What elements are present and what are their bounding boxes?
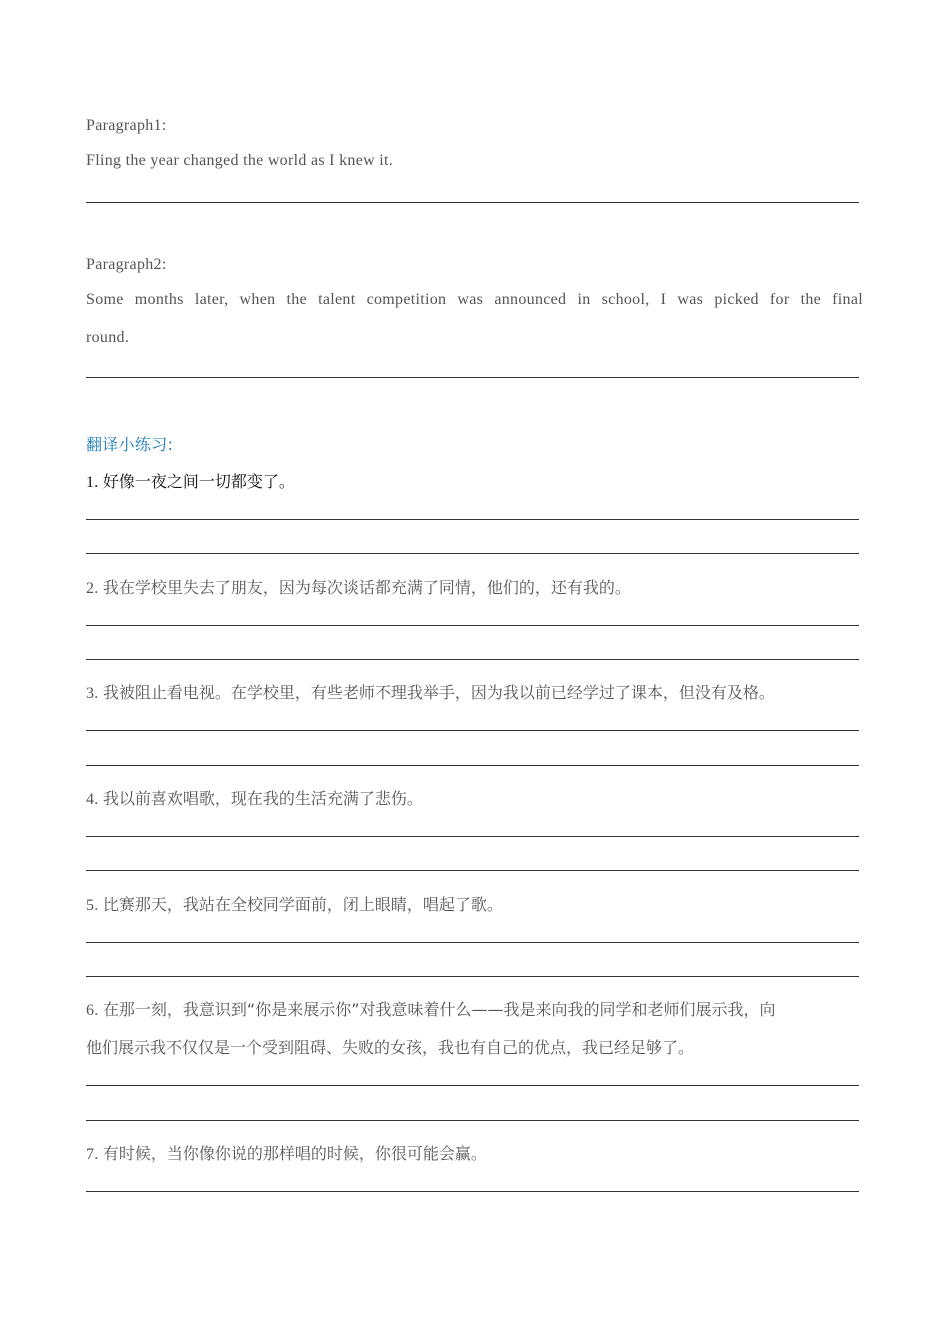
item-text: 我以前喜欢唱歌，现在我的生活充满了悲伤。 [102, 789, 423, 808]
answer-line[interactable] [86, 870, 859, 871]
translation-item-5 [86, 892, 503, 915]
translation-item-3 [86, 680, 775, 703]
answer-line[interactable] [86, 976, 859, 977]
item-text: 在那一刻，我意识到“你是来展示你”对我意味着什么——我是来向我的同学和老师们展示我，向 [102, 1000, 776, 1019]
item-number: 2. [86, 580, 99, 597]
item-number: 6. [86, 1002, 99, 1019]
answer-line[interactable] [86, 1120, 859, 1121]
translation-item-4 [86, 786, 423, 809]
translation-heading: 翻译小练习: [86, 435, 174, 454]
paragraph1-label: Paragraph1: [86, 117, 167, 134]
paragraph2-sentence-line2: round. [86, 329, 130, 346]
translation-item-6-line2: 他们展示我不仅仅是一个受到阻碍、失败的女孩，我也有自己的优点，我已经足够了。 [86, 1038, 695, 1057]
item-number: 5. [86, 897, 99, 914]
item-number: 3. [86, 685, 99, 702]
answer-line[interactable] [86, 730, 859, 731]
answer-line[interactable] [86, 659, 859, 660]
answer-line[interactable] [86, 519, 859, 520]
answer-line[interactable] [86, 836, 859, 837]
item-text: 好像一夜之间一切都变了。 [102, 472, 295, 491]
item-text: 我被阻止看电视。在学校里，有些老师不理我举手，因为我以前已经学过了课本，但没有及格。 [102, 683, 775, 702]
answer-line[interactable] [86, 625, 859, 626]
translation-item-7 [86, 1141, 487, 1164]
answer-line[interactable] [86, 202, 859, 203]
translation-item-1 [86, 469, 295, 492]
item-number: 1. [86, 474, 99, 491]
paragraph1-sentence: Fling the year changed the world as I knew it. [86, 152, 394, 169]
item-text: 我在学校里失去了朋友，因为每次谈话都充满了同情，他们的，还有我的。 [102, 578, 631, 597]
answer-line[interactable] [86, 1085, 859, 1086]
paragraph2-sentence-line1: Some months later, when the talent competition was announced in school, I was picked for the final [86, 291, 863, 308]
answer-line[interactable] [86, 765, 859, 766]
answer-line[interactable] [86, 553, 859, 554]
translation-item-6 [86, 997, 776, 1020]
item-text: 有时候，当你像你说的那样唱的时候，你很可能会赢。 [102, 1144, 487, 1163]
translation-item-2 [86, 575, 631, 598]
paragraph2-label: Paragraph2: [86, 256, 167, 273]
answer-line[interactable] [86, 1191, 859, 1192]
item-text: 比赛那天，我站在全校同学面前，闭上眼睛，唱起了歌。 [102, 895, 503, 914]
item-number: 4. [86, 791, 99, 808]
answer-line[interactable] [86, 377, 859, 378]
item-number: 7. [86, 1146, 99, 1163]
answer-line[interactable] [86, 942, 859, 943]
